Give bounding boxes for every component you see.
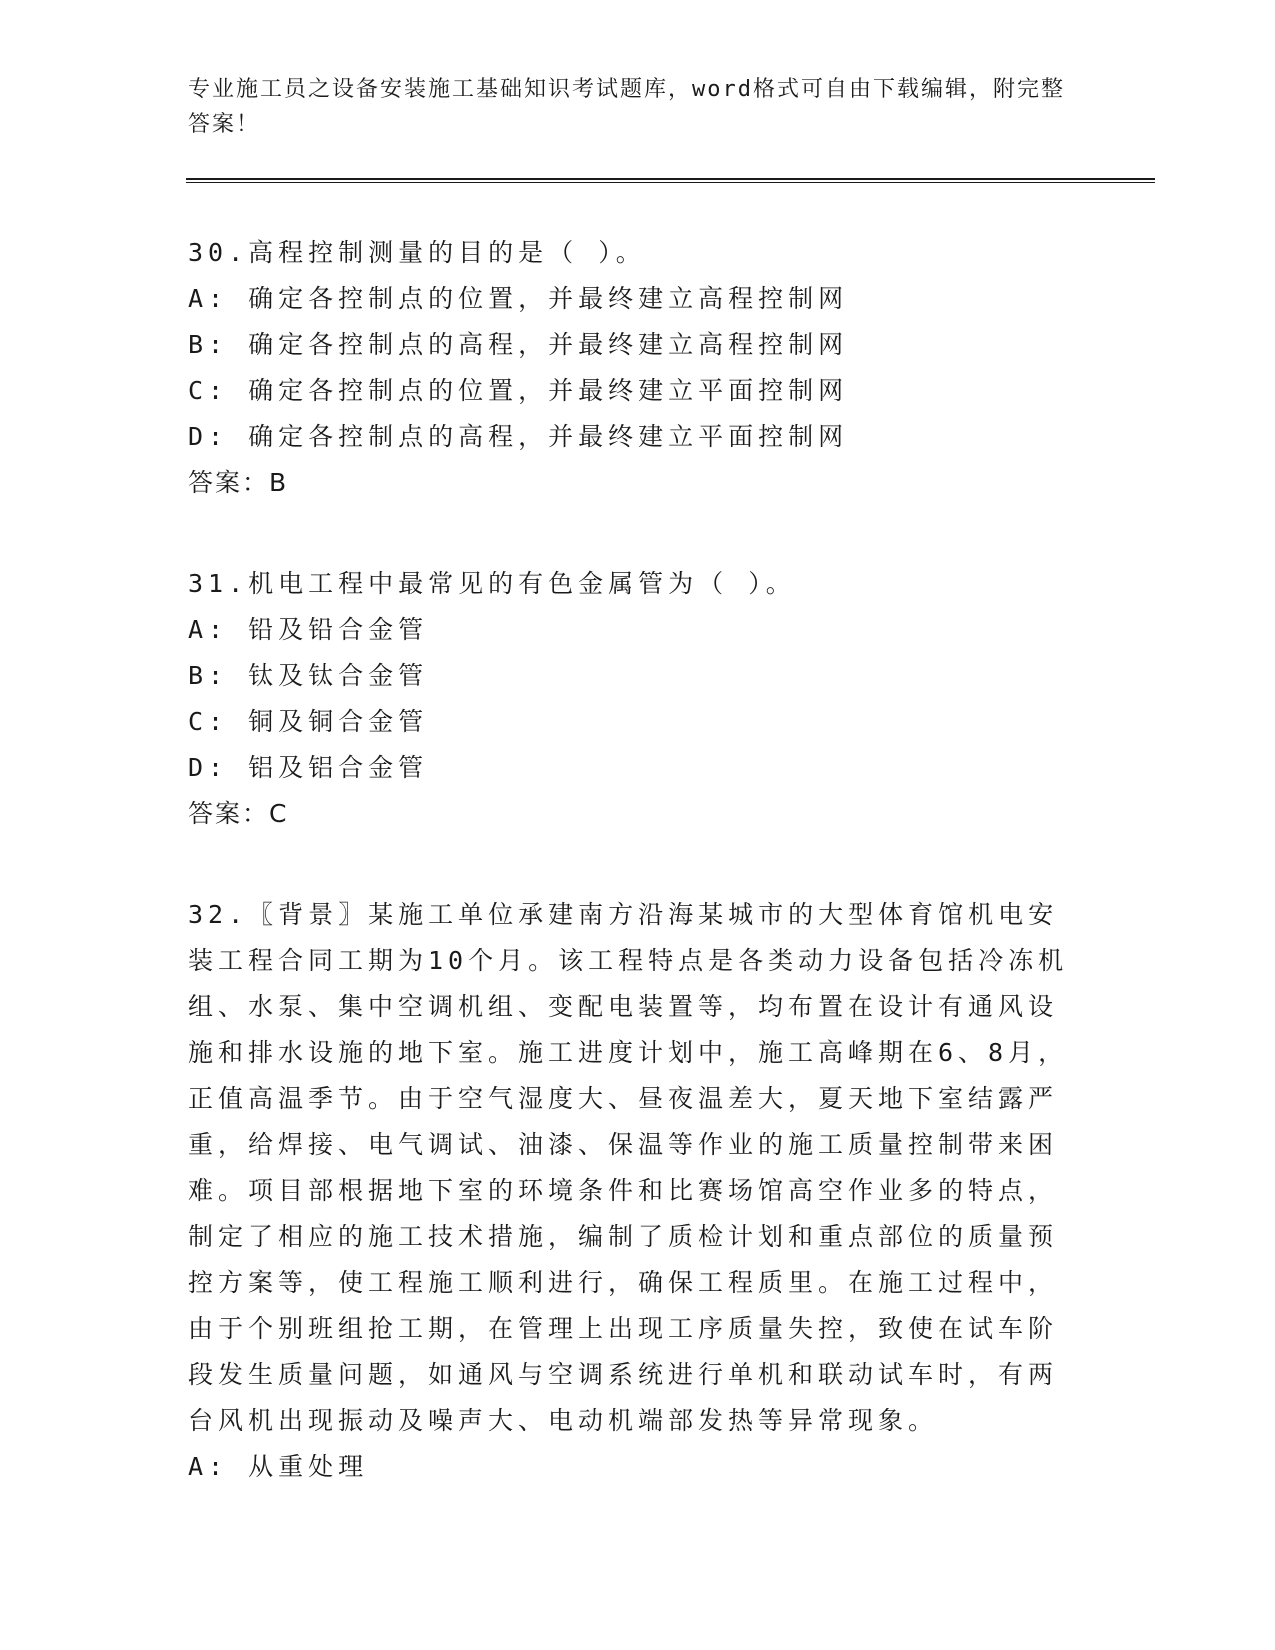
question-32 [188, 892, 1083, 1490]
option-b: B: 确定各控制点的高程，并最终建立高程控制网 [188, 330, 849, 359]
option-a: A: 确定各控制点的位置，并最终建立高程控制网 [188, 284, 849, 313]
option-b: B: 钛及钛合金管 [188, 661, 429, 690]
question-list [188, 230, 1083, 1545]
header-divider-thin [186, 182, 1155, 183]
answer-label: 答案：B [188, 468, 289, 497]
option-c: C: 确定各控制点的位置，并最终建立平面控制网 [188, 376, 849, 405]
question-stem: 32.〖背景〗某施工单位承建南方沿海某城市的大型体育馆机电安装工程合同工期为10个月。该工程特点是各类动力设备包括冷冻机组、水泵、集中空调机组、变配电装置等，均布置在设计有通风设施和排水设施的地下室。施工进度计划中，施工高峰期在6、8月，正值高温季节。由于空气湿度大、昼夜温差大，夏天地下室结露严重，给焊接、电气调试、油漆、保温等作业的施工质量控制带来困难。项目部根据地下室的环境条件和比赛场馆高空作业多的特点，制定了相应的施工技术措施，编制了质检计划和重点部位的质量预控方案等，使工程施工顺利进行，确保工程质里。在施工过程中，由于个别班组抢工期，在管理上出现工序质量失控，致使在试车阶段发生质量问题，如通风与空调系统进行单机和联动试车时，有两台风机出现振动及噪声大、电动机端部发热等异常现象。 [188, 900, 1069, 1435]
option-d: D: 确定各控制点的高程，并最终建立平面控制网 [188, 422, 849, 451]
question-stem: 31.机电工程中最常见的有色金属管为（ ）。 [188, 569, 796, 598]
question-stem: 30.高程控制测量的目的是（ ）。 [188, 238, 646, 267]
option-c: C: 铜及铜合金管 [188, 707, 429, 736]
page-header: 专业施工员之设备安装施工基础知识考试题库，word格式可自由下载编辑，附完整答案！ [188, 77, 1065, 137]
answer-label: 答案：C [188, 799, 289, 828]
header-divider-thick [186, 178, 1155, 180]
question-31 [188, 561, 1083, 837]
option-a: A: 从重处理 [188, 1452, 369, 1481]
header-divider [186, 178, 1155, 184]
option-d: D: 铝及铝合金管 [188, 753, 429, 782]
question-30 [188, 230, 1083, 506]
option-a: A: 铅及铅合金管 [188, 615, 429, 644]
